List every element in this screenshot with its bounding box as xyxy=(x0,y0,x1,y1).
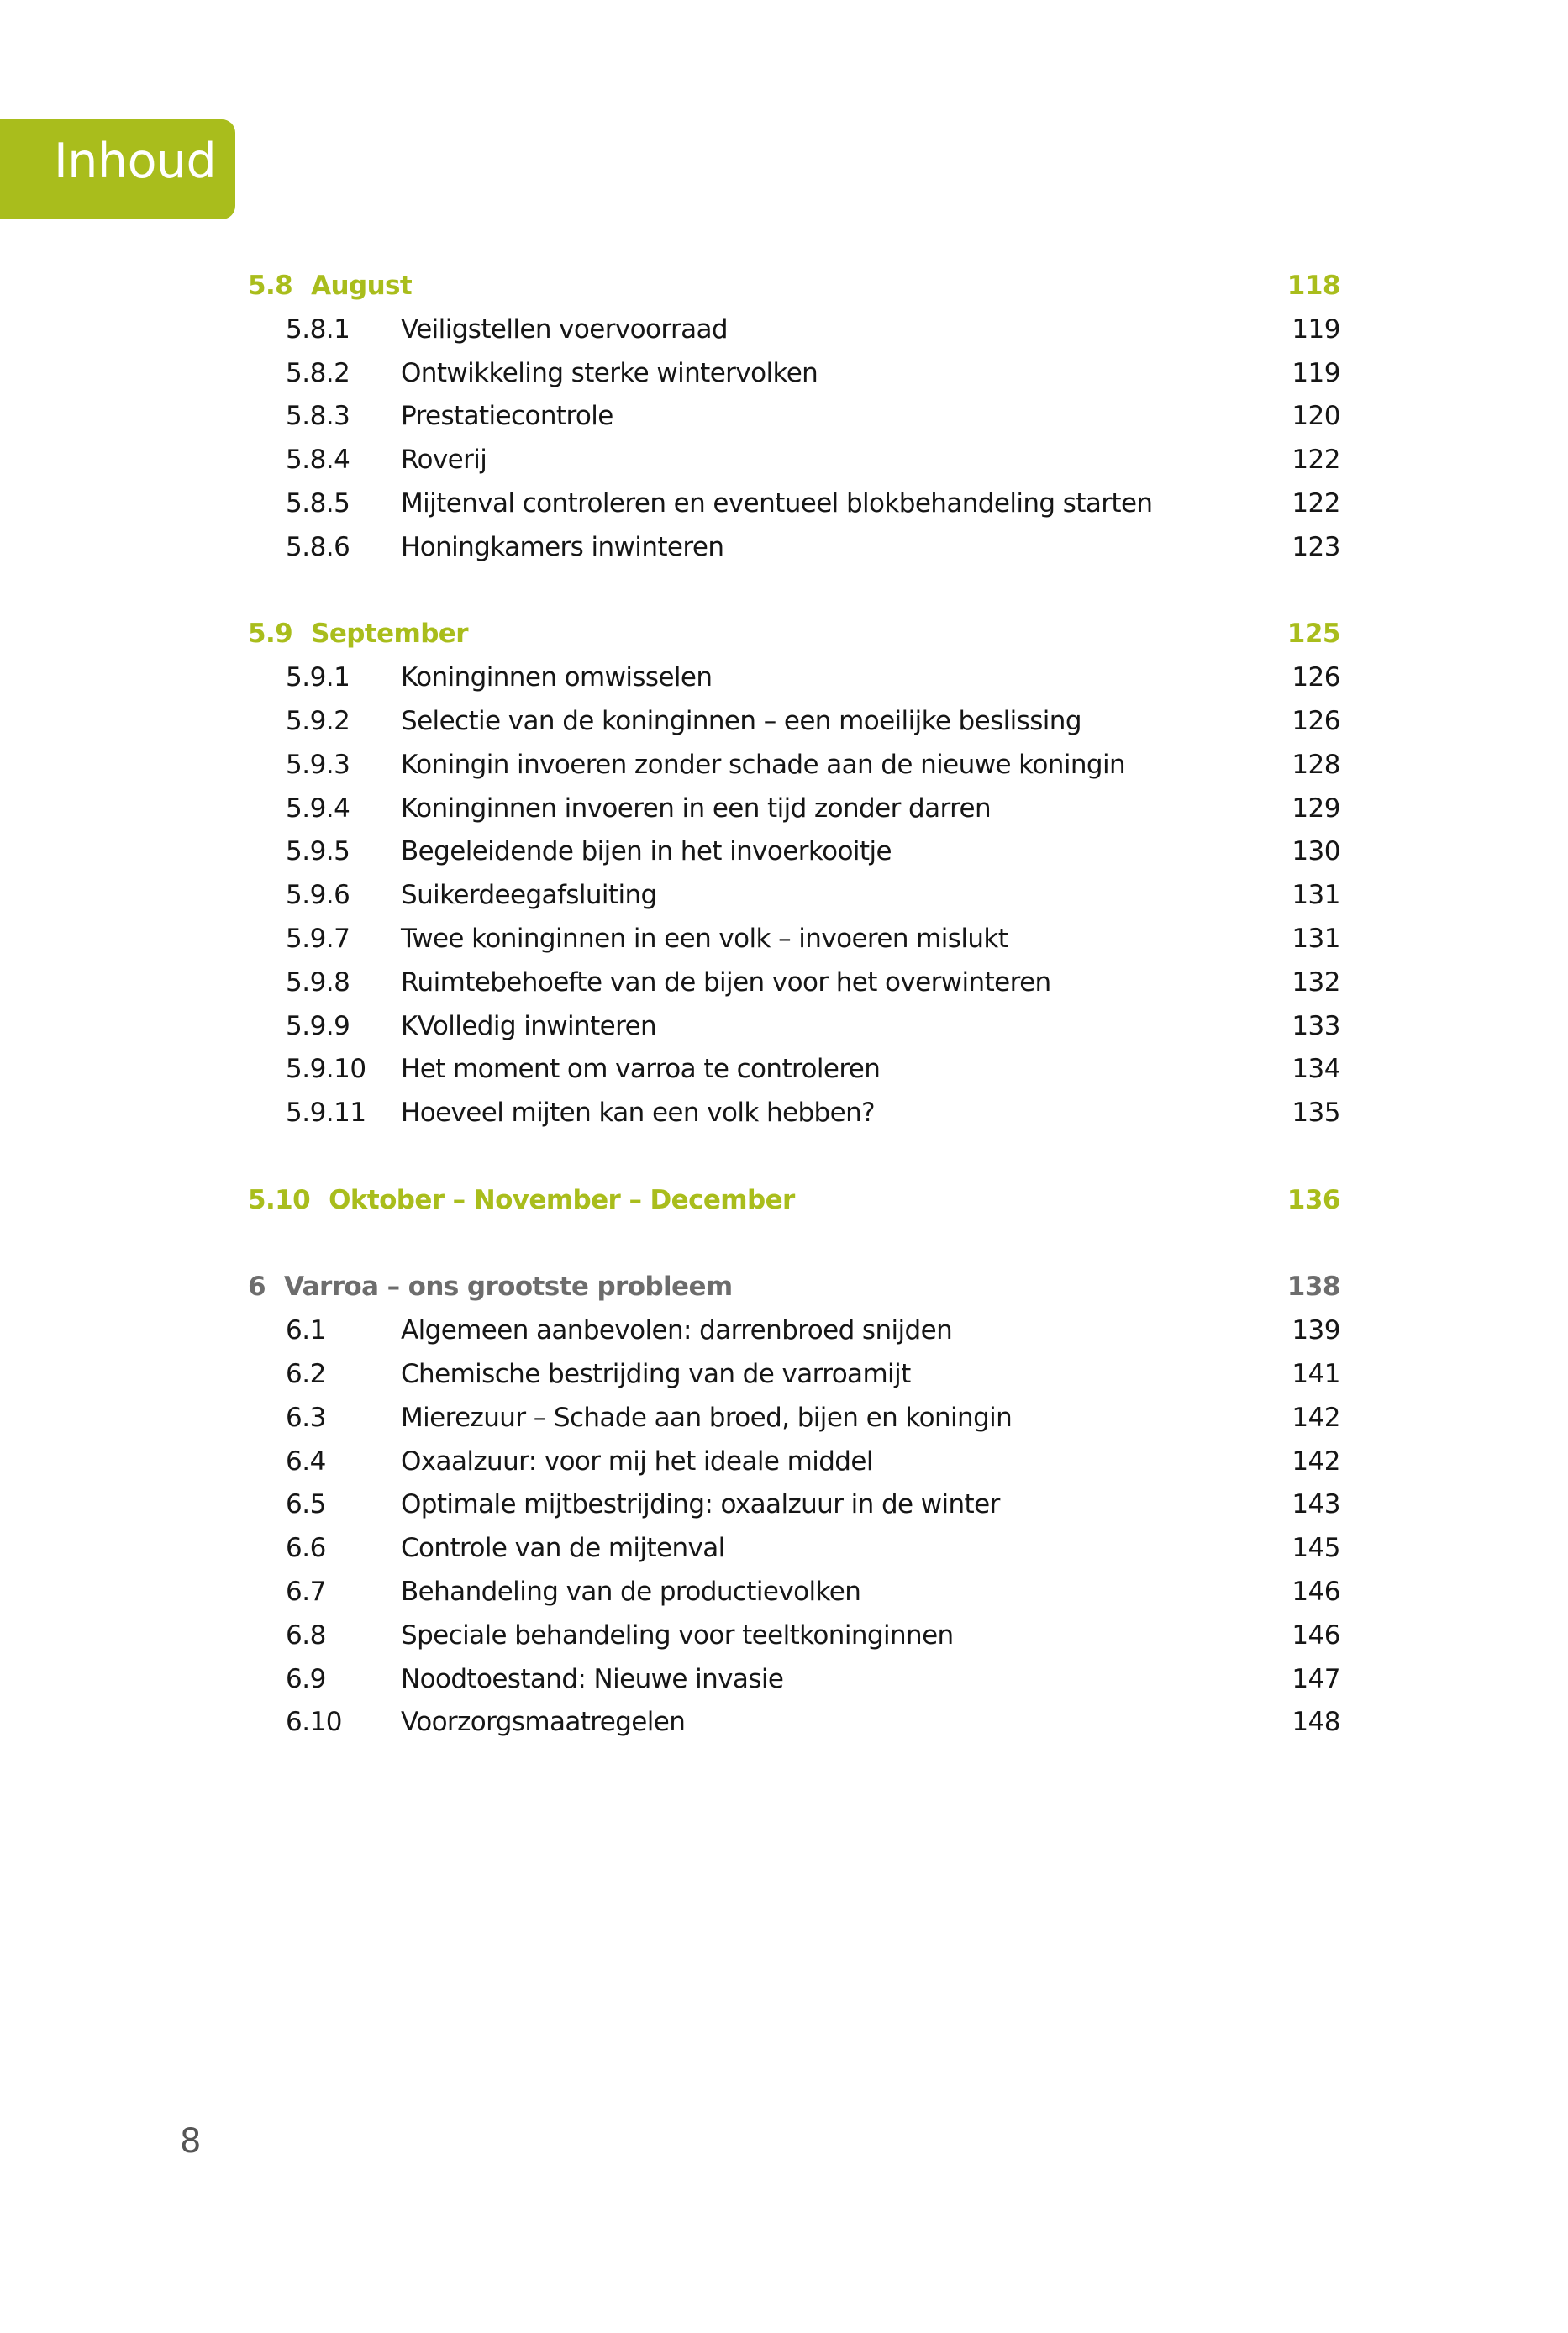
toc-entry-number: 5.8.5 xyxy=(286,487,350,519)
toc-entry-number: 6.6 xyxy=(286,1533,326,1564)
toc-entry-number: 5.8.1 xyxy=(286,313,350,345)
toc-entry-number: 6.2 xyxy=(286,1358,326,1389)
toc-entry-title: Koningin invoeren zonder schade aan de nieuwe koningin xyxy=(401,749,1126,780)
toc-entry-number: 6.8 xyxy=(286,1619,326,1651)
toc-entry-number: 6.10 xyxy=(286,1707,343,1738)
toc-entry[interactable] xyxy=(248,1397,1340,1440)
toc-heading-page: 136 xyxy=(1286,1184,1340,1215)
toc-entry-page: 142 xyxy=(1292,1402,1340,1433)
toc-entry-page: 139 xyxy=(1292,1315,1340,1346)
toc-entry-page: 147 xyxy=(1292,1663,1340,1694)
toc-heading-title: August xyxy=(311,271,413,301)
toc-entry-number: 5.8.2 xyxy=(286,357,350,388)
toc-heading-page: 125 xyxy=(1286,619,1340,650)
toc-entry-title: Chemische bestrijding van de varroamijt xyxy=(401,1358,911,1389)
toc-heading-5-10[interactable] xyxy=(248,1179,1340,1223)
toc-heading-5-9[interactable] xyxy=(248,613,1340,656)
toc-entry-page: 119 xyxy=(1292,313,1340,345)
toc-entry-title: Twee koninginnen in een volk – invoeren mislukt xyxy=(401,923,1008,954)
toc-entry-page: 148 xyxy=(1292,1707,1340,1738)
toc-spacer xyxy=(248,1135,1340,1179)
toc-entry-number: 5.8.6 xyxy=(286,531,350,562)
toc-heading-title: Varroa – ons grootste probleem xyxy=(283,1272,733,1303)
toc-entry-title: Koninginnen invoeren in een tijd zonder darren xyxy=(401,793,992,824)
toc-entry-number: 5.9.3 xyxy=(286,749,350,780)
toc-entry-number: 5.9.5 xyxy=(286,836,350,867)
toc-entry-title: Het moment om varroa te controleren xyxy=(401,1054,881,1085)
toc-entry-number: 6.7 xyxy=(286,1576,326,1607)
toc-entry-number: 5.9.11 xyxy=(286,1098,366,1129)
toc-entry-title: Ontwikkeling sterke wintervolken xyxy=(401,357,818,388)
toc-entry-title: Koninginnen omwisselen xyxy=(401,662,713,693)
toc-entry-page: 145 xyxy=(1292,1533,1340,1564)
toc-entry-page: 131 xyxy=(1292,923,1340,954)
toc-heading-title: September xyxy=(311,619,468,650)
toc-entry-number: 5.8.3 xyxy=(286,401,350,432)
toc-entry-page: 143 xyxy=(1292,1489,1340,1520)
toc-entry-title: Voorzorgsmaatregelen xyxy=(401,1707,686,1738)
toc-chapter-6[interactable] xyxy=(248,1266,1340,1309)
toc-entry-number: 5.9.9 xyxy=(286,1010,350,1041)
toc-entry[interactable] xyxy=(248,1005,1340,1049)
toc-entry-title: Selectie van de koninginnen – een moeilijke beslissing xyxy=(401,705,1081,736)
toc-entry[interactable] xyxy=(248,744,1340,787)
toc-entry-number: 5.8.4 xyxy=(286,445,350,476)
toc-entry-page: 122 xyxy=(1292,445,1340,476)
toc-entry[interactable] xyxy=(248,482,1340,526)
toc-entry[interactable] xyxy=(248,656,1340,700)
toc-entry[interactable] xyxy=(248,526,1340,570)
toc-heading-number: 6 xyxy=(248,1272,266,1303)
page-number: 8 xyxy=(180,2122,202,2161)
toc-entry-page: 126 xyxy=(1292,662,1340,693)
toc-entry-page: 146 xyxy=(1292,1576,1340,1607)
toc-heading-number: 5.9 xyxy=(248,619,293,650)
toc-entry-number: 6.5 xyxy=(286,1489,326,1520)
toc-heading-5-8[interactable] xyxy=(248,265,1340,308)
toc-entry-title: Mijtenval controleren en eventueel blokbehandeling starten xyxy=(401,487,1153,519)
toc-entry[interactable] xyxy=(248,830,1340,874)
toc-entry-page: 142 xyxy=(1292,1446,1340,1477)
toc-entry-page: 132 xyxy=(1292,966,1340,998)
toc-entry-title: KVolledig inwinteren xyxy=(401,1010,657,1041)
toc-entry-page: 128 xyxy=(1292,749,1340,780)
toc-entry-title: Roverij xyxy=(401,445,487,476)
toc-entry[interactable] xyxy=(248,1571,1340,1614)
section-tab-title: Inhoud xyxy=(54,134,217,189)
toc-entry[interactable] xyxy=(248,1483,1340,1527)
toc-entry-page: 123 xyxy=(1292,531,1340,562)
toc-entry[interactable] xyxy=(248,1658,1340,1702)
toc-heading-number: 5.10 xyxy=(248,1184,311,1215)
toc-entry-title: Hoeveel mijten kan een volk hebben? xyxy=(401,1098,875,1129)
toc-entry-title: Veiligstellen voervoorraad xyxy=(401,313,728,345)
toc-entry[interactable] xyxy=(248,395,1340,439)
toc-entry-page: 141 xyxy=(1292,1358,1340,1389)
toc-entry-title: Controle van de mijtenval xyxy=(401,1533,725,1564)
toc-entry-page: 122 xyxy=(1292,487,1340,519)
toc-entry[interactable] xyxy=(248,918,1340,961)
toc-entry-number: 5.9.7 xyxy=(286,923,350,954)
toc-entry-title: Behandeling van de productievolken xyxy=(401,1576,861,1607)
toc-entry[interactable] xyxy=(248,352,1340,396)
toc-entry-title: Prestatiecontrole xyxy=(401,401,613,432)
toc-entry-number: 6.4 xyxy=(286,1446,326,1477)
toc-entry[interactable] xyxy=(248,961,1340,1005)
toc-entry[interactable] xyxy=(248,1309,1340,1353)
toc-entry-page: 129 xyxy=(1292,793,1340,824)
toc-entry-title: Optimale mijtbestrijding: oxaalzuur in de winter xyxy=(401,1489,1000,1520)
toc-entry-title: Noodtoestand: Nieuwe invasie xyxy=(401,1663,784,1694)
toc-entry[interactable] xyxy=(248,308,1340,352)
toc-entry-title: Begeleidende bijen in het invoerkooitje xyxy=(401,836,892,867)
toc-entry-page: 134 xyxy=(1292,1054,1340,1085)
toc-entry-number: 5.9.10 xyxy=(286,1054,366,1085)
toc-heading-number: 5.8 xyxy=(248,271,293,301)
toc-entry-page: 130 xyxy=(1292,836,1340,867)
toc-spacer xyxy=(248,570,1340,614)
toc-entry[interactable] xyxy=(248,1092,1340,1135)
toc-entry[interactable] xyxy=(248,787,1340,831)
toc-entry[interactable] xyxy=(248,700,1340,744)
toc-entry-page: 135 xyxy=(1292,1098,1340,1129)
toc-entry-title: Suikerdeegafsluiting xyxy=(401,880,657,911)
toc-entry[interactable] xyxy=(248,1353,1340,1397)
toc-entry-title: Honingkamers inwinteren xyxy=(401,531,724,562)
toc-entry[interactable] xyxy=(248,874,1340,918)
toc-entry[interactable] xyxy=(248,1527,1340,1571)
toc-entry-number: 6.9 xyxy=(286,1663,326,1694)
toc-heading-page: 138 xyxy=(1286,1272,1340,1303)
toc-spacer xyxy=(248,1223,1340,1267)
toc-heading-page: 118 xyxy=(1286,271,1340,301)
toc-entry-number: 6.1 xyxy=(286,1315,326,1346)
toc-entry-page: 120 xyxy=(1292,401,1340,432)
toc-entry-page: 126 xyxy=(1292,705,1340,736)
toc-entry[interactable] xyxy=(248,1701,1340,1745)
toc-entry-page: 131 xyxy=(1292,880,1340,911)
toc-entry-title: Oxaalzuur: voor mij het ideale middel xyxy=(401,1446,873,1477)
toc-entry-title: Algemeen aanbevolen: darrenbroed snijden xyxy=(401,1315,953,1346)
toc-entry-page: 119 xyxy=(1292,357,1340,388)
toc-entry-title: Speciale behandeling voor teeltkoninginnen xyxy=(401,1619,954,1651)
toc-entry-number: 5.9.1 xyxy=(286,662,350,693)
toc-entry[interactable] xyxy=(248,439,1340,482)
toc-entry-number: 5.9.6 xyxy=(286,880,350,911)
toc-entry-number: 6.3 xyxy=(286,1402,326,1433)
toc-entry-page: 133 xyxy=(1292,1010,1340,1041)
toc-entry-number: 5.9.8 xyxy=(286,966,350,998)
toc-entry-number: 5.9.2 xyxy=(286,705,350,736)
toc-entry-title: Ruimtebehoefte van de bijen voor het overwinteren xyxy=(401,966,1051,998)
table-of-contents xyxy=(248,265,1340,1745)
toc-entry[interactable] xyxy=(248,1048,1340,1092)
toc-heading-title: Oktober – November – December xyxy=(329,1184,795,1215)
toc-entry[interactable] xyxy=(248,1614,1340,1658)
toc-entry-page: 146 xyxy=(1292,1619,1340,1651)
toc-entry-number: 5.9.4 xyxy=(286,793,350,824)
toc-entry-title: Mierezuur – Schade aan broed, bijen en koningin xyxy=(401,1402,1013,1433)
toc-entry[interactable] xyxy=(248,1440,1340,1484)
